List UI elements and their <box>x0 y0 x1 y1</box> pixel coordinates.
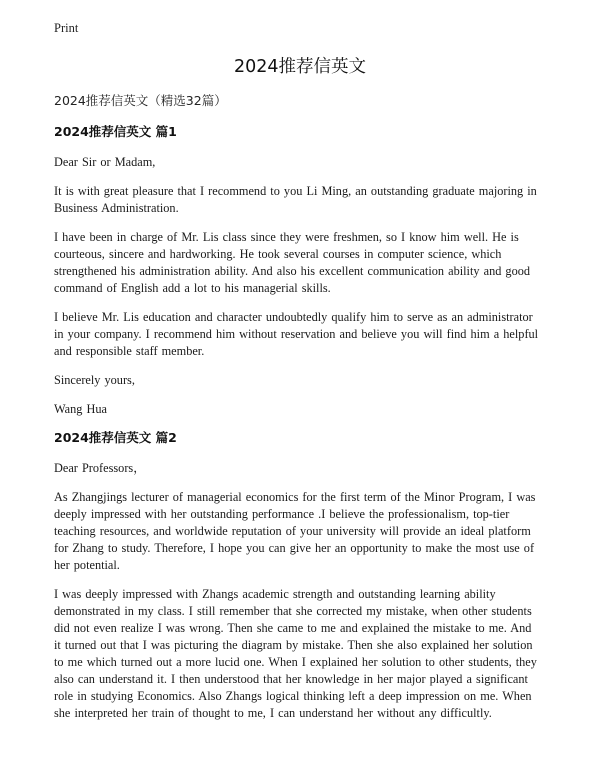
paragraph: I have been in charge of Mr. Lis class since they were freshmen, so I know him well. He is courteous, sincere and hardworking. He took several courses in computer science, which strengthened his administration ability. And also his excellent communication ability and good command of English add a lot to his managerial skills. <box>54 230 531 295</box>
document-subtitle: 2024推荐信英文（精选32篇） <box>54 93 227 108</box>
salutation: Dear Sir or Madam, <box>54 155 156 169</box>
document-title: 2024推荐信英文 <box>233 57 367 77</box>
section-heading: 2024推荐信英文 篇2 <box>54 430 177 445</box>
section-heading: 2024推荐信英文 篇1 <box>54 124 177 139</box>
closing: Sincerely yours, <box>54 373 135 387</box>
print-label: Print <box>54 21 79 35</box>
salutation: Dear Professors， <box>54 461 146 475</box>
paragraph: I was deeply impressed with Zhangs academic strength and outstanding learning ability demonstrated in my class. I still remember that she corrected my mistake, when other students did not even realize I was wrong. Then she came to me and explained the mistake to me. And it turned out that I was picturing the diagram by mistake. Then she also explained her solution to me which turned out a more lucid one. When I explained her solution to other students, they also can understand it. I then understood that her knowledge in her major played a significant role in studying Economics. Also Zhangs logical thinking left a deep impression on me. When she interpreted her train of thought to me, I can understand her without any difficultly. <box>54 587 537 720</box>
paragraph: As Zhangjings lecturer of managerial economics for the first term of the Minor Program, I was deeply impressed with her outstanding performance .I believe the professionalism, top-tier teaching resources, and worldwide reputation of your university will provide an ideal platform for Zhang to study. Therefore, I hope you can give her an opportunity to make the most use of her potential. <box>54 490 536 572</box>
section-2 <box>54 430 542 722</box>
section-1 <box>54 124 542 418</box>
paragraph: It is with great pleasure that I recommend to you Li Ming, an outstanding graduate majoring in Business Administration. <box>54 184 537 215</box>
document-body <box>54 124 542 734</box>
signature: Wang Hua <box>54 402 107 416</box>
paragraph: I believe Mr. Lis education and character undoubtedly qualify him to serve as an administrator in your company. I recommend him without reservation and believe you will find him a helpful and responsible staff member. <box>54 310 539 358</box>
